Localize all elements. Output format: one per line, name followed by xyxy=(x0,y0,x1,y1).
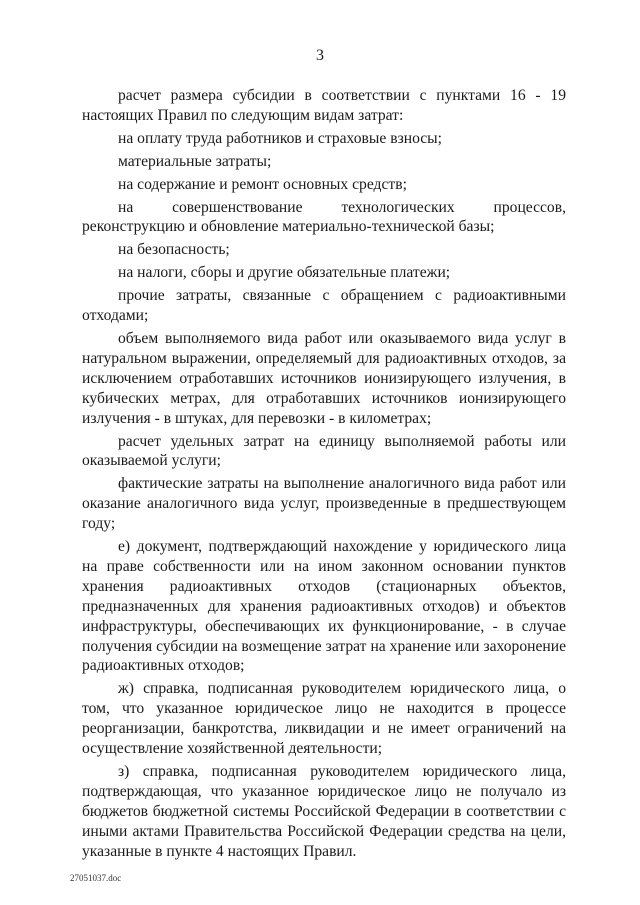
paragraph-actual-costs: фактические затраты на выполнение аналогичного вида работ или оказание аналогичного вида услуг, произведенные в предшествующем году; xyxy=(82,475,566,533)
paragraph-material-costs: материальные затраты; xyxy=(118,152,272,170)
paragraph-unit-costs: расчет удельных затрат на единицу выполняемой работы или оказываемой услуги; xyxy=(82,432,566,470)
paragraph-maintenance-costs: на содержание и ремонт основных средств; xyxy=(118,175,407,193)
paragraph-modernization-costs: на совершенствование технологических процессов, реконструкцию и обновление материально-технической базы; xyxy=(82,198,566,236)
paragraph-taxes: на налоги, сборы и другие обязательные платежи; xyxy=(118,264,451,282)
paragraph-other-costs: прочие затраты, связанные с обращением с радиоактивными отходами; xyxy=(82,287,566,325)
paragraph-item-zh: ж) справка, подписанная руководителем юридического лица, о том, что указанное юридическое лицо не находится в процессе реорганизации, банкротства, ликвидации и не имеет ограничений на осуществление хозяйственной деятельности; xyxy=(82,680,566,758)
paragraph-item-z: з) справка, подписанная руководителем юридического лица, подтверждающая, что указанное юридическое лицо не получало из бюджетов бюджетной системы Российской Федерации в соответствии с иными актами Правительства Российской Федерации средства на цели, указанные в пункте 4 настоящих Правил. xyxy=(82,763,566,860)
paragraph-item-e: е) документ, подтверждающий нахождение у юридического лица на праве собственности или на ином законном основании пунктов хранения радиоактивных отходов (стационарных объектов, предназначенных для хранения радиоактивных отходов) и объектов инфраструктуры, обеспечивающих их функционирование, - в случае получения субсидии на возмещение затрат на хранение или захоронение радиоактивных отходов; xyxy=(82,538,566,675)
paragraph-labor-costs: на оплату труда работников и страховые взносы; xyxy=(118,129,442,147)
paragraph-safety-costs: на безопасность; xyxy=(118,241,230,259)
paragraph-work-volume: объем выполняемого вида работ или оказываемого вида услуг в натуральном выражении, определяемый для радиоактивных отходов, за исключением отработавших источников ионизирующего излучения, в кубических метрах, для отработавших источников ионизирующего излучения - в штуках, для перевозки - в километрах; xyxy=(82,329,566,427)
page-number: 3 xyxy=(316,47,324,64)
document-body xyxy=(82,86,566,865)
paragraph-subsidy-calculation: расчет размера субсидии в соответствии с пунктами 16 - 19 настоящих Правил по следующим видам затрат: xyxy=(82,87,566,124)
footer-filename: 27051037.doc xyxy=(70,873,122,883)
